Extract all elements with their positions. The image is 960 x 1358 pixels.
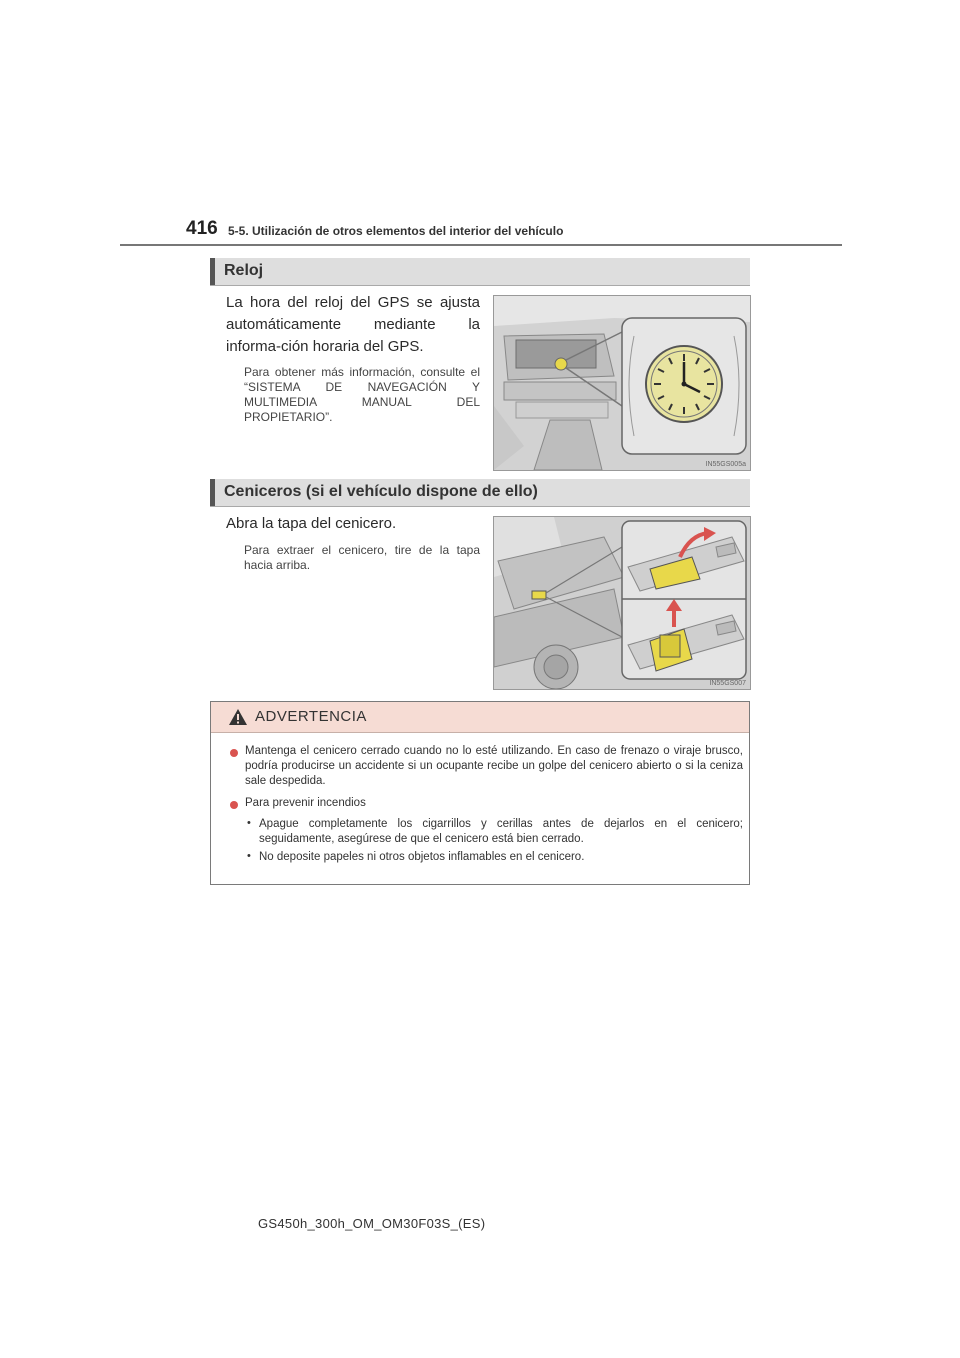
page-number: 416 [186,218,218,239]
section-heading-ashtrays [210,479,750,507]
warning-subitem: No deposite papeles ni otros objetos inflamables en el cenicero. [259,851,585,863]
breadcrumb: 5-5. Utilización de otros elementos del interior del vehículo [228,224,564,238]
sub-bullet-icon: • [247,850,251,862]
figure-code: IN55GS007 [709,680,746,687]
door-ashtray-drawing [494,517,750,689]
dashboard-clock-drawing [494,296,750,470]
section-heading-clock [210,258,750,286]
warning-subitem: Apague completamente los cigarrillos y cerillas antes de dejarlos en el cenicero; seguidamente, asegúrese de que el cenicero está bien cerrado. [259,818,743,845]
section-accent [210,479,215,506]
section-title: Ceniceros (si el vehículo dispone de ello) [224,483,538,500]
section-accent [210,258,215,285]
warning-box [210,701,750,885]
warning-item: Mantenga el cenicero cerrado cuando no lo esté utilizando. En caso de frenazo o viraje brusco, podría producirse un accidente si un ocupante recibe un golpe del cenicero abierto o si la ceniza sale despedida. [245,745,743,787]
section-title: Reloj [224,262,264,279]
sub-bullet-icon: • [247,817,251,829]
warning-triangle-icon [228,708,248,726]
warning-header [211,702,749,733]
figure-code: IN55GS005a [705,461,746,468]
header-rule [120,244,842,246]
bullet-icon [230,749,238,757]
warning-item: Para prevenir incendios [245,797,366,809]
clock-illustration [493,295,751,471]
clock-note-text: Para obtener más información, consulte el “SISTEMA DE NAVEGACIÓN Y MULTIMEDIA MANUAL DEL PROPIETARIO”. [244,365,480,424]
document-code: GS450h_300h_OM_OM30F03S_(ES) [258,1216,486,1231]
warning-title: ADVERTENCIA [255,708,367,725]
bullet-icon [230,801,238,809]
ashtray-illustration [493,516,751,690]
ashtray-note-text: Para extraer el cenicero, tire de la tapa hacia arriba. [244,543,480,572]
ashtray-body-text: Abra la tapa del cenicero. [226,515,397,532]
clock-body-text: La hora del reloj del GPS se ajusta automáticamente mediante la informa-ción horaria del GPS. [226,294,480,355]
